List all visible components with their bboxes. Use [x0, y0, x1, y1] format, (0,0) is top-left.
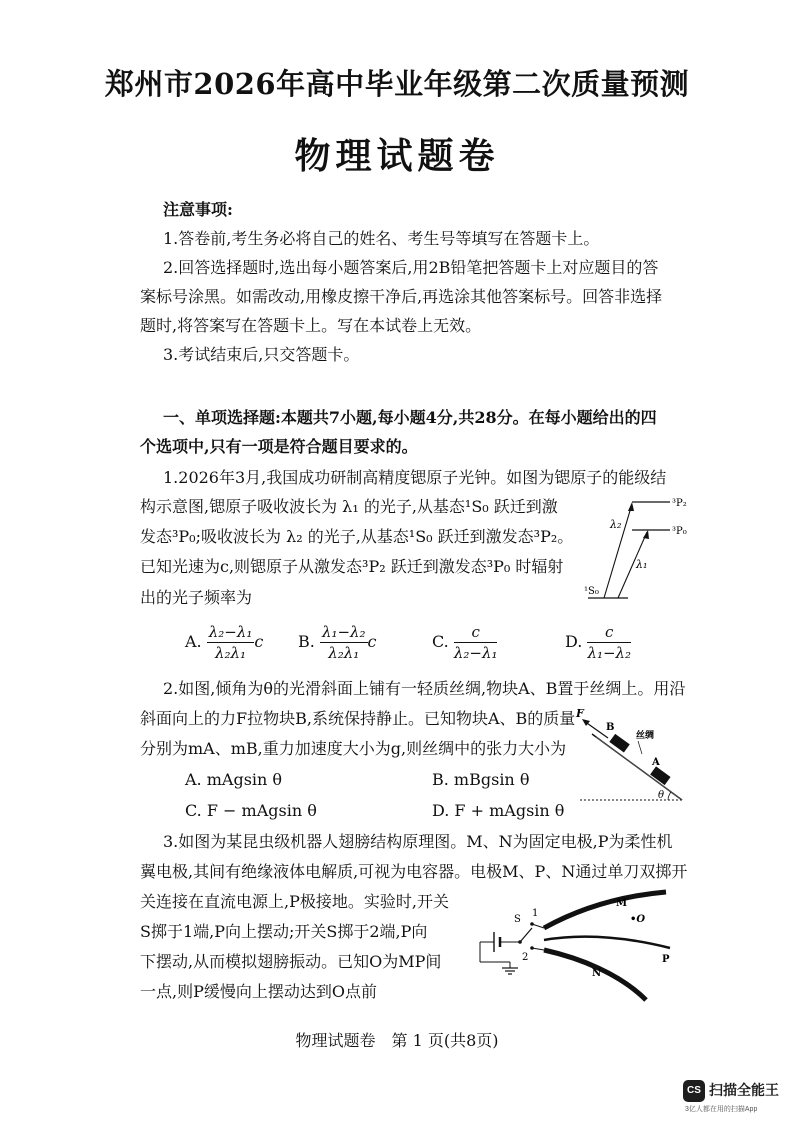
notice-item: 题时,将答案写在答题卡上。写在本试卷上无效。 [140, 316, 482, 335]
label-lambda1: λ₁ [636, 558, 648, 571]
label-p: P [662, 954, 670, 965]
arrowhead-icon [643, 530, 649, 539]
q2-option-b: B. mBgsin θ [432, 770, 530, 789]
scanner-tagline: 3亿人都在用的扫描App [685, 1106, 758, 1113]
switch-pivot [518, 940, 522, 944]
wire [532, 948, 544, 950]
switch-terminal-2 [530, 946, 534, 950]
switch-terminal-1 [530, 922, 534, 926]
block-a [650, 766, 670, 785]
question-1-text: 构示意图,锶原子吸收波长为 λ₁ 的光子,从基态¹S₀ 跃迁到激 [140, 497, 558, 516]
q1-option-a [185, 622, 263, 663]
option-letter: A. [185, 632, 202, 651]
q2-option-d: D. F + mAgsin θ [432, 801, 565, 820]
question-1-text: 发态³P₀;吸收波长为 λ₂ 的光子,从基态¹S₀ 跃迁到激发态³P₂。 [140, 527, 574, 546]
arrowhead-icon [628, 502, 634, 511]
electrode-m [544, 892, 666, 928]
scanner-watermark [683, 1078, 787, 1116]
q1-option-d [565, 622, 631, 663]
label-3p2: ³P₂ [672, 498, 687, 509]
notice-item: 1.答卷前,考生务必将自己的姓名、考生号等填写在答题卡上。 [163, 229, 600, 248]
option-tail: c [254, 632, 264, 651]
scanner-logo-icon: CS [683, 1080, 705, 1102]
q2-option-c: C. F − mAgsin θ [185, 801, 317, 820]
question-3-text: 下摆动,从而模拟翅膀振动。已知O为MP间 [140, 952, 442, 971]
option-fraction [587, 622, 631, 663]
fraction-denominator: λ₂λ₁ [328, 644, 360, 662]
fraction-numerator: c [454, 622, 498, 643]
label-o: •O [630, 914, 646, 925]
label-3p0: ³P₀ [672, 526, 687, 537]
notice-item: 案标号涂黑。如需改动,用橡皮擦干净后,再选涂其他答案标号。回答非选择 [140, 287, 663, 306]
option-tail: c [367, 632, 377, 651]
notice-heading: 注意事项: [163, 200, 233, 219]
label-s: S [514, 914, 521, 925]
wing-circuit-diagram [470, 888, 680, 1013]
option-letter: D. [565, 632, 583, 651]
label-m: M [616, 898, 628, 909]
label-n: N [592, 968, 602, 979]
q1-option-b [298, 622, 377, 663]
angle-arc [668, 792, 671, 800]
label-silk: 丝绸 [636, 731, 655, 741]
option-letter: C. [432, 632, 449, 651]
option-fraction [320, 622, 368, 663]
question-3-text: 翼电极,其间有绝缘液体电解质,可视为电容器。电极M、P、N通过单刀双掷开 [140, 862, 688, 881]
section-heading: 一、单项选择题:本题共7小题,每小题4分,共28分。在每小题给出的四 [163, 408, 657, 427]
fraction-denominator: λ₂−λ₁ [453, 644, 498, 662]
fraction-denominator: λ₁−λ₂ [587, 644, 632, 662]
option-fraction [454, 622, 498, 663]
label-angle: θ [658, 790, 665, 801]
switch-blade [520, 928, 532, 942]
question-2-text: 分别为mA、mB,重力加速度大小为g,则丝绸中的张力大小为 [140, 739, 567, 758]
exam-title: 郑州市2026年高中毕业年级第二次质量预测 [104, 67, 690, 101]
question-2-text: 斜面向上的力F拉物块B,系统保持静止。已知物块A、B的质量 [140, 709, 576, 728]
notice-item: 2.回答选择题时,选出每小题答案后,用2B铅笔把答题卡上对应题目的答 [163, 258, 659, 277]
electrode-p [544, 937, 670, 948]
label-1: 1 [532, 908, 539, 919]
q1-option-c [432, 622, 497, 663]
question-1-text: 1.2026年3月,我国成功研制高精度锶原子光钟。如图为锶原子的能级结 [163, 468, 667, 487]
label-2: 2 [522, 952, 529, 963]
label-block-a: A [652, 757, 660, 768]
option-letter: B. [298, 632, 315, 651]
question-3-text: 关连接在直流电源上,P极接地。实验时,开关 [140, 892, 449, 911]
scanner-name: 扫描全能王 [709, 1082, 779, 1098]
label-1s0: ¹S₀ [584, 586, 599, 597]
question-3-text: 3.如图为某昆虫级机器人翅膀结构原理图。M、N为固定电极,P为柔性机 [163, 832, 673, 851]
q2-option-a: A. mAgsin θ [185, 770, 283, 789]
fraction-numerator: λ₁−λ₂ [321, 623, 366, 641]
incline-diagram [572, 704, 687, 804]
fraction-numerator: λ₂−λ₁ [208, 623, 253, 641]
page-footer: 物理试题卷 第 1 页(共8页) [295, 1031, 499, 1050]
silk-layer [596, 737, 682, 800]
section-heading: 个选项中,只有一项是符合题目要求的。 [140, 437, 418, 456]
question-3-text: S掷于1端,P向上摆动;开关S掷于2端,P向 [140, 922, 428, 941]
energy-level-diagram [570, 490, 690, 605]
label-force: F [576, 707, 584, 720]
question-2-text: 2.如图,倾角为θ的光滑斜面上铺有一轻质丝绸,物块A、B置于丝绸上。用沿 [163, 679, 686, 698]
fraction-denominator: λ₂λ₁ [215, 644, 247, 662]
question-1-text: 已知光速为c,则锶原子从激发态³P₂ 跃迁到激发态³P₀ 时辐射 [140, 557, 564, 576]
option-fraction [207, 622, 255, 663]
notice-item: 3.考试结束后,只交答题卡。 [163, 345, 360, 364]
question-3-text: 一点,则P缓慢向上摆动达到O点前 [140, 982, 377, 1001]
exam-subtitle: 物理试题卷 [294, 135, 500, 177]
question-1-text: 出的光子频率为 [140, 588, 253, 607]
label-block-b: B [606, 722, 615, 733]
fraction-numerator: c [587, 622, 631, 643]
wire [532, 924, 544, 928]
label-lambda2: λ₂ [610, 518, 622, 531]
silk-pointer [638, 741, 642, 754]
